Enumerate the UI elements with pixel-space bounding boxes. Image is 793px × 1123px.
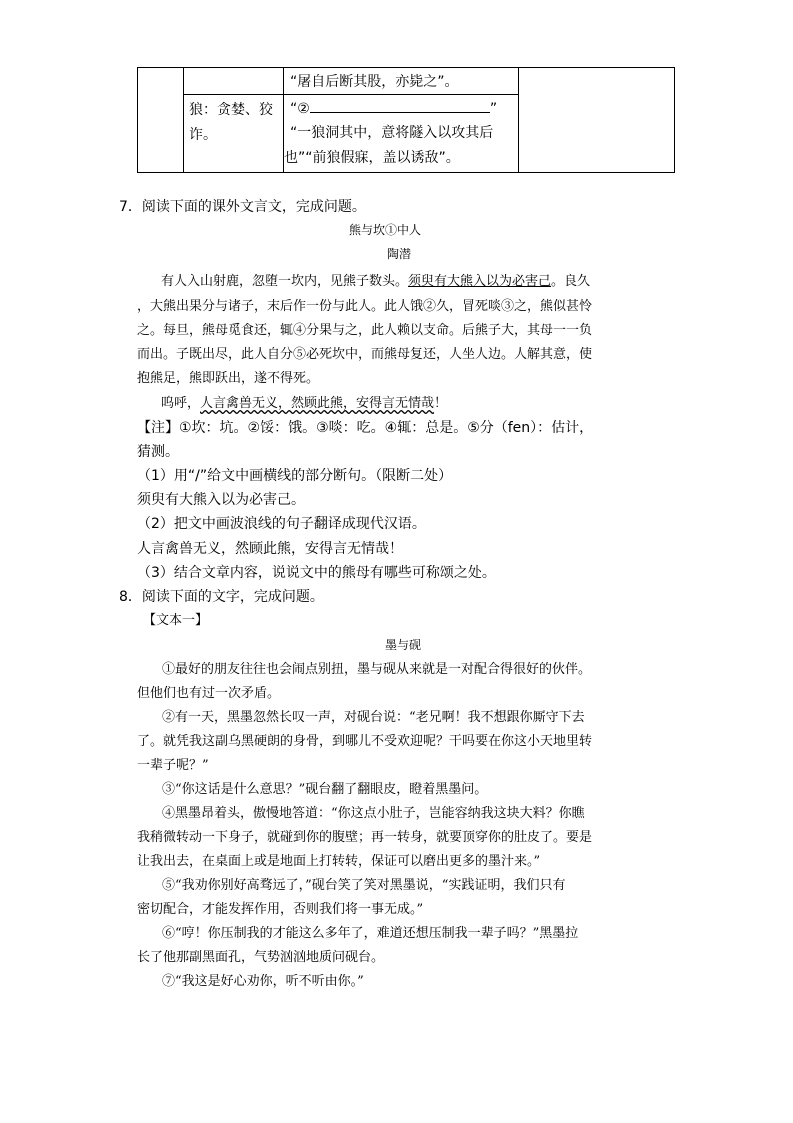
q8-text-label: 【文本一】 <box>143 613 209 628</box>
q7-sub1-text: 须臾有大熊入以为必害己。 <box>137 492 305 508</box>
q7-para2: 呜呼，人言禽兽无义，然顾此熊，安得言无情哉！ <box>161 396 448 411</box>
q8-line: 一辈子呢？” <box>137 758 209 773</box>
q8-line: ④黑墨昂着头，傲慢地答道：“你这点小肚子，岂能容纳我这块大料？你瞧 <box>162 806 585 821</box>
q7-author: 陶潜 <box>387 247 412 261</box>
q7-para1-line2: ，大熊出果分与诸子，末后作一份与此人。此人饿②久，冒死啖③之，熊似甚怜 <box>137 299 593 314</box>
table-wolf-label: 狼：贪婪、狡 <box>189 102 273 118</box>
table-wolf-label-cont: 诈。 <box>189 127 217 143</box>
q8-line: 了。就凭我这副乌黑硬朗的身骨，到哪儿不受欢迎呢？干吗要在你这小天地里转 <box>137 734 593 749</box>
q7-notes: 【注】①坎：坑。②馁：饿。③啖：吃。④辄：总是。⑤分（fen）：估计， <box>137 420 594 436</box>
fill-blank-line[interactable] <box>310 99 490 113</box>
table-row2-line3: 也”“前狼假寐，盖以诱敌”。 <box>284 150 460 166</box>
q8-line: ⑦“我这是好心劝你，听不听由你。” <box>162 974 364 989</box>
q7-heading: 7．阅读下面的课外文言文，完成问题。 <box>119 199 366 215</box>
table-blank-item: “② ” <box>290 101 498 117</box>
q7-para1-line5: 抱熊足，熊即跃出，遂不得死。 <box>137 371 320 386</box>
table-row1-quote: “屠自后断其股，亦毙之”。 <box>290 74 459 90</box>
q7-sub1: （1）用“/”给文中画横线的部分断句。（限断二处） <box>137 468 453 484</box>
table-row2-line2: “一狼洞其中，意将隧入以攻其后 <box>290 125 494 141</box>
q7-title: 熊与坎①中人 <box>349 223 422 237</box>
q7-notes-cont: 猜测。 <box>137 444 179 460</box>
q8-line: ⑤“我劝你别好高骛远了，”砚台笑了笑对黑墨说，“实践证明，我们只有 <box>162 878 566 893</box>
q8-line: 让我出去，在桌面上或是地面上打转转，保证可以磨出更多的墨汁来。” <box>137 854 541 869</box>
q7-sub2: （2）把文中画波浪线的句子翻译成现代汉语。 <box>137 516 426 532</box>
q8-line: 长了他那副黑面孔，气势汹汹地质问砚台。 <box>137 950 385 965</box>
q7-para1-line4: 而出。子既出尽，此人自分⑤必死坎中，而熊母复还，人坐人边。人解其意，使 <box>137 347 593 362</box>
q7-para1-line3: 之。每旦，熊母觅食还，辄④分果与之，此人赖以支命。后熊子大，其母一一负 <box>137 323 593 338</box>
q7-para1-line1: 有人入山射鹿，忽堕一坎内，见熊子数头。须臾有大熊入以为必害己。良久 <box>161 274 591 289</box>
underlined-phrase: 须臾有大熊入以为必害己 <box>408 274 552 289</box>
q8-line: 我稍微转动一下身子，就碰到你的腹壁；再一转身，就要顶穿你的肚皮了。要是 <box>137 830 593 845</box>
q7-sub2-text: 人言禽兽无义，然顾此熊，安得言无情哉！ <box>137 541 403 557</box>
wavy-underlined-sentence: 人言禽兽无义，然顾此熊，安得言无情哉 <box>200 396 435 411</box>
q8-line: ②有一天，黑墨忽然长叹一声，对砚台说：“老兄啊！我不想跟你厮守下去 <box>162 710 585 725</box>
q8-line: 但他们也有过一次矛盾。 <box>137 686 281 701</box>
q8-title: 墨与砚 <box>385 638 422 652</box>
q8-line: ①最好的朋友往往也会闹点别扭，墨与砚从来就是一对配合得很好的伙伴。 <box>162 662 592 677</box>
q8-line: 密切配合，才能发挥作用，否则我们将一事无成。” <box>137 902 424 917</box>
q8-line: ③“你这话是什么意思？”砚台翻了翻眼皮，瞪着黑墨问。 <box>162 782 488 797</box>
q7-sub3: （3）结合文章内容，说说文中的熊母有哪些可称颂之处。 <box>137 565 496 581</box>
q8-heading: 8．阅读下面的文字，完成问题。 <box>119 589 324 605</box>
q8-line: ⑥“哼！你压制我的才能这么多年了，难道还想压制我一辈子吗？”黑墨拉 <box>162 926 579 941</box>
